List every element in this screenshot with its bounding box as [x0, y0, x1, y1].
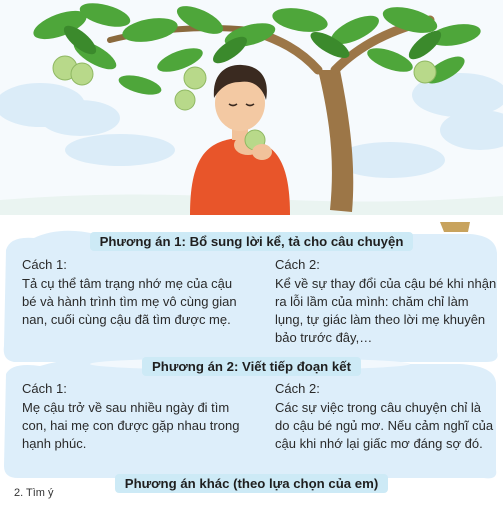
footer-text: 2. Tìm ý: [14, 487, 54, 499]
section2-right-text: Các sự việc trong câu chuyện chỉ là do cậu bé ngủ mơ. Nếu cảm nghĩ của cậu khi nhớ lại giấc mơ đáng sợ đó.: [275, 400, 494, 451]
section1-heading-label: Phương án 1: Bổ sung lời kể, tả cho câu chuyện: [90, 232, 414, 251]
section1-right-text: Kể về sự thay đổi của cậu bé khi nhận ra lỗi lầm của mình: chăm chỉ làm lụng, tự giác làm theo lời mẹ khuyên bảo trước đây,…: [275, 276, 497, 345]
section2-heading-label: Phương án 2: Viết tiếp đoạn kết: [142, 357, 361, 376]
section2-left-title: Cách 1:: [22, 381, 67, 396]
section1-left-text: Tả cụ thể tâm trạng nhớ mẹ của cậu bé và hành trình tìm mẹ vô cùng gian nan, cuối cùng cậu đã tìm được mẹ.: [22, 276, 237, 327]
section2-option-right: [275, 380, 495, 453]
section1-option-left: [22, 256, 250, 329]
section3-heading-label: Phương án khác (theo lựa chọn của em): [115, 474, 388, 493]
section1-option-right: [275, 256, 497, 347]
section2-heading: [0, 354, 503, 378]
section1-heading: [0, 229, 503, 253]
section2-left-text: Mẹ cậu trở về sau nhiều ngày đi tìm con, hai mẹ con được gặp nhau trong hạnh phúc.: [22, 400, 240, 451]
section3-heading: [0, 471, 503, 495]
section1-left-title: Cách 1:: [22, 257, 67, 272]
section2-right-title: Cách 2:: [275, 381, 320, 396]
section1-right-title: Cách 2:: [275, 257, 320, 272]
section2-option-left: [22, 380, 254, 453]
